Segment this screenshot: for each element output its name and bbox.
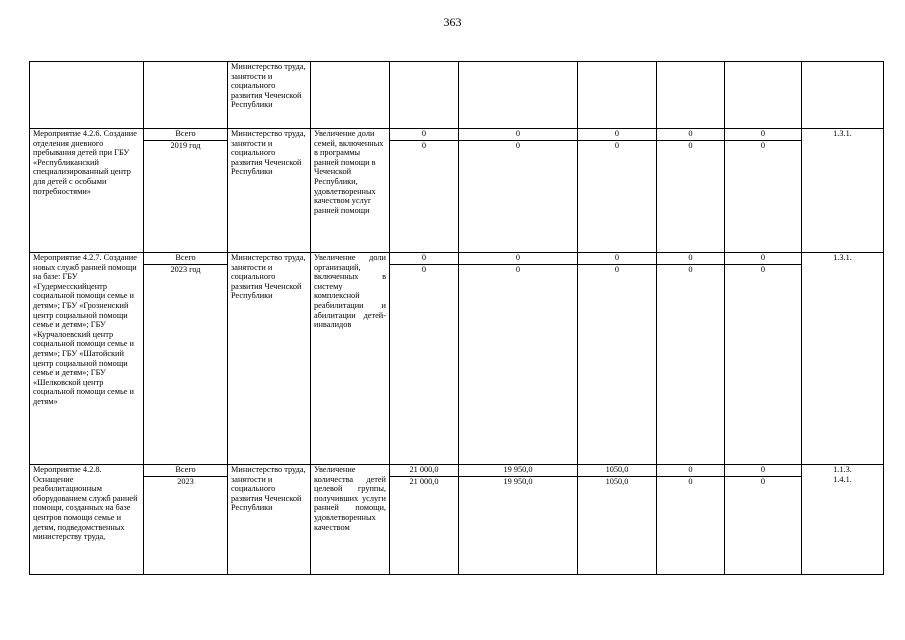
value-total: 0 [614, 253, 620, 262]
code-cell [802, 62, 884, 129]
value-year: 0 [657, 264, 724, 275]
value-total: 0 [421, 129, 427, 138]
value-cell [657, 253, 725, 465]
activity-name: Мероприятие 4.2.6. Создание отделения дневного пребывания детей при ГБУ «Республиканский специализированный центр для детей с особыми потребностями» [30, 129, 144, 253]
program-activities-table [29, 61, 884, 575]
value-cell [725, 465, 802, 575]
table-row [30, 129, 884, 253]
value-cell [459, 129, 578, 253]
value-year: 0 [725, 476, 801, 487]
value-year: 21 000,0 [390, 476, 458, 487]
value-total: 0 [688, 253, 693, 262]
executor: Министерство труда, занятости и социального развития Чеченской Республики [228, 465, 311, 575]
value-cell [725, 62, 802, 129]
value-cell [657, 129, 725, 253]
value-year: 0 [390, 264, 458, 275]
value-year: 0 [657, 476, 724, 487]
value-year: 0 [459, 140, 577, 151]
result: Увеличение доли организаций, включенных в систему комплексной реабилитации и абилитации детей-инвалидов [311, 253, 390, 465]
value-total: 0 [760, 129, 766, 138]
indicator-code: 1.3.1. [802, 253, 884, 465]
value-cell [390, 62, 459, 129]
value-total: 0 [688, 129, 693, 138]
period-year: 2019 год [144, 140, 227, 151]
value-total: 1050,0 [605, 465, 629, 474]
period-total: Всего [175, 129, 196, 138]
result: Увеличение доли семей, включенных в программы ранней помощи в Чеченской Республики, удовлетворенных качеством услуг ранней помощи [311, 129, 390, 253]
indicator-code [802, 465, 884, 575]
value-cell [725, 253, 802, 465]
value-cell [657, 465, 725, 575]
indicator-code: 1.3.1. [802, 129, 884, 253]
value-cell [578, 465, 657, 575]
value-total: 0 [760, 253, 766, 262]
value-cell [578, 253, 657, 465]
value-cell [657, 62, 725, 129]
activity-name [30, 62, 144, 129]
period-cell [144, 465, 228, 575]
value-total: 19 950,0 [503, 465, 533, 474]
value-year: 0 [725, 264, 801, 275]
value-total: 0 [515, 129, 521, 138]
value-cell [390, 253, 459, 465]
period-total: Всего [175, 465, 196, 474]
table-row [30, 62, 884, 129]
value-cell [725, 129, 802, 253]
value-total: 0 [515, 253, 521, 262]
value-cell [459, 465, 578, 575]
value-year: 0 [459, 264, 577, 275]
value-year: 19 950,0 [459, 476, 577, 487]
period-year: 2023 [144, 476, 227, 487]
value-total: 21 000,0 [409, 465, 439, 474]
executor: Министерство труда, занятости и социального развития Чеченской Республики [228, 129, 311, 253]
value-total: 0 [760, 465, 766, 474]
value-year: 0 [578, 140, 656, 151]
activity-name: Мероприятие 4.2.8. Оснащение реабилитационным оборудованием служб ранней помощи, созданных на базе центров помощи семье и детям, подведомственных министерству труда, [30, 465, 144, 575]
result [311, 62, 390, 129]
value-total: 0 [421, 253, 427, 262]
value-year: 0 [657, 140, 724, 151]
value-year: 0 [725, 140, 801, 151]
value-cell [578, 62, 657, 129]
period-total: Всего [175, 253, 196, 262]
indicator-code-2: 1.4.1. [833, 474, 852, 484]
value-total: 0 [614, 129, 620, 138]
value-cell [459, 62, 578, 129]
period-cell [144, 253, 228, 465]
executor: Министерство труда, занятости и социального развития Чеченской Республики [228, 62, 311, 129]
table-row [30, 253, 884, 465]
value-year: 0 [578, 264, 656, 275]
value-year: 1050,0 [578, 476, 656, 487]
executor: Министерство труда, занятости и социального развития Чеченской Республики [228, 253, 311, 465]
table-row [30, 465, 884, 575]
value-total: 0 [688, 465, 693, 474]
value-cell [578, 129, 657, 253]
period-year: 2023 год [144, 264, 227, 275]
page-number: 363 [443, 15, 462, 29]
value-cell [390, 465, 459, 575]
activity-name: Мероприятие 4.2.7. Создание новых служб ранней помощи на базе: ГБУ «Гудермесскийцентр социальной помощи семье и детям»; ГБУ «Грозненский центр социальной помощи семье и детям»; ГБУ «Курчалоевский центр социальной помощи семье и детям»; ГБУ «Шатойский центр социальной помощи семье и детям»; ГБУ «Шелковской центр социальной помощи семье и детям» [30, 253, 144, 465]
value-cell [390, 129, 459, 253]
result: Увеличение количества детей целевой группы, получивших услуги ранней помощи, удовлетворенных качеством [311, 465, 390, 575]
period-cell [144, 62, 228, 129]
value-year: 0 [390, 140, 458, 151]
indicator-code-1: 1.1.3. [833, 465, 852, 474]
period-cell [144, 129, 228, 253]
value-cell [459, 253, 578, 465]
